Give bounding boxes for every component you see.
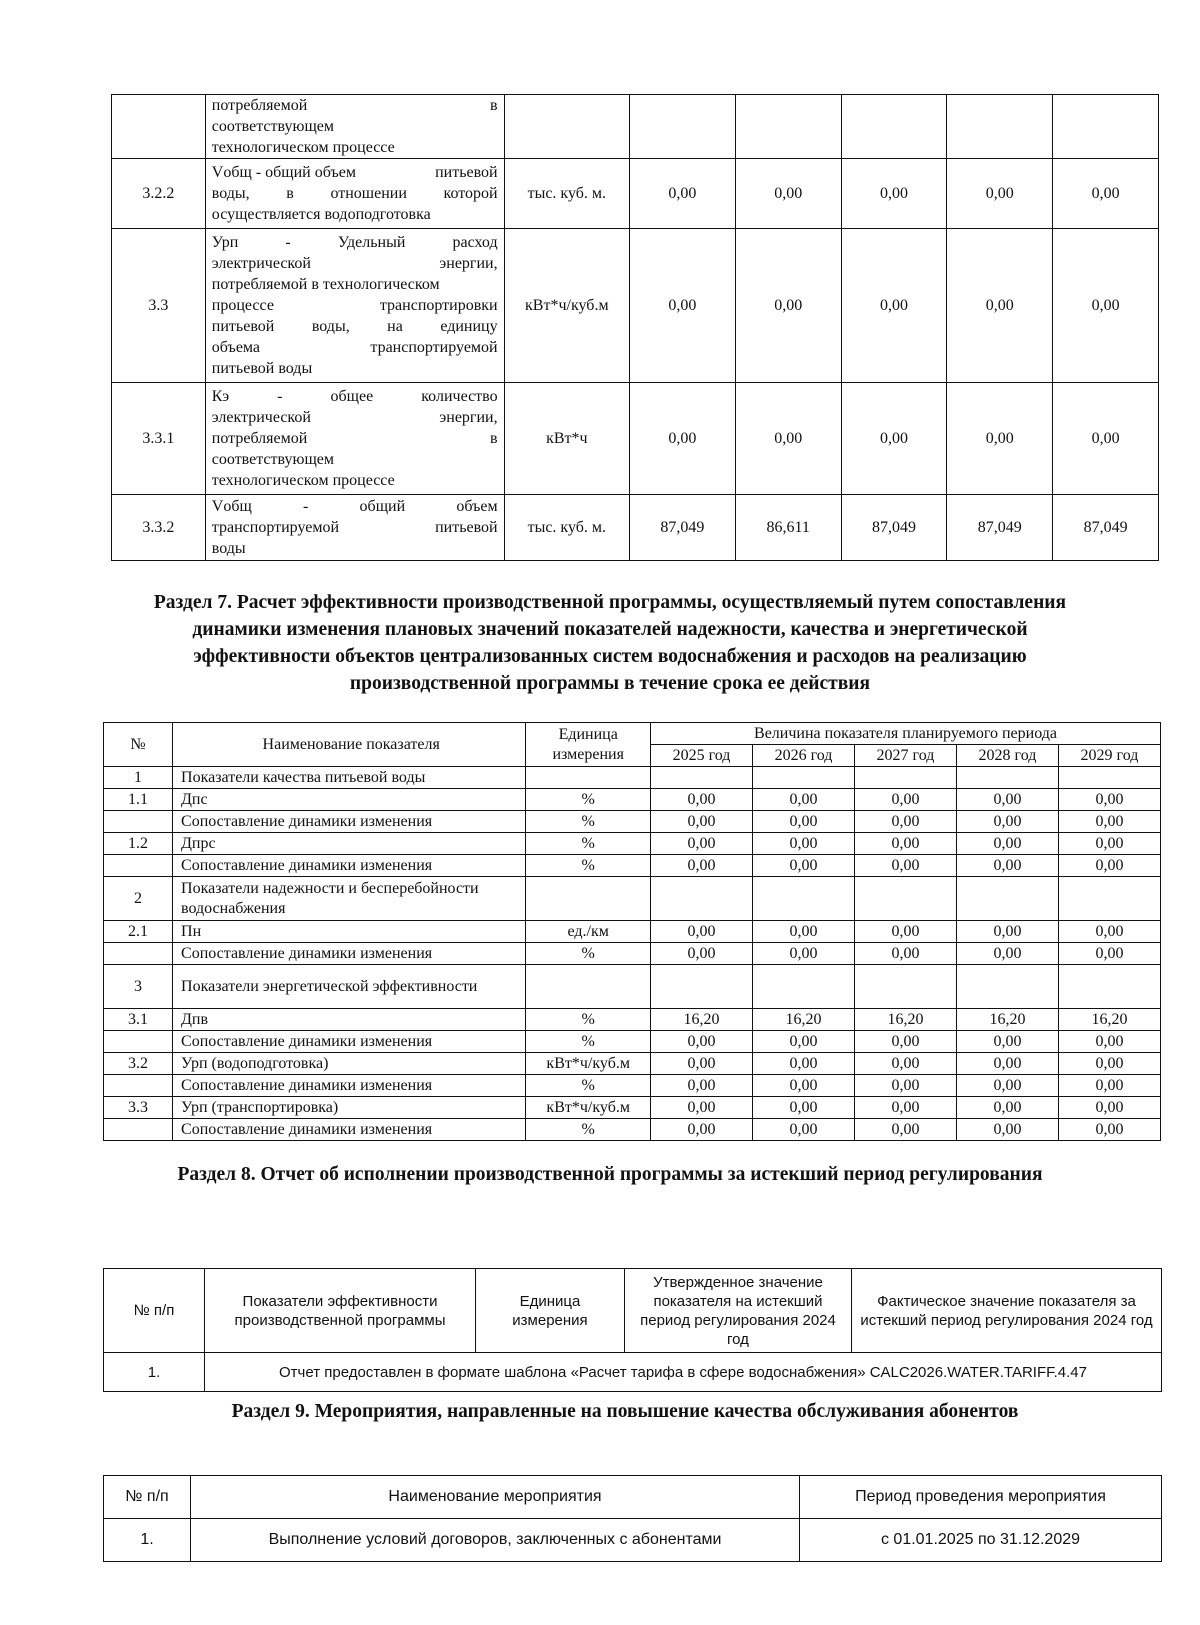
unit: кВт*ч/куб.м xyxy=(526,1053,651,1075)
value-2026 xyxy=(753,877,855,921)
unit xyxy=(526,767,651,789)
table-row xyxy=(104,1097,1161,1119)
energy-efficiency-table-continued xyxy=(111,94,1159,561)
table-row xyxy=(104,1053,1161,1075)
value-2026 xyxy=(753,965,855,1009)
value-2027: 0,00 xyxy=(854,1097,956,1119)
value-2027: 0,00 xyxy=(854,855,956,877)
value-2026: 16,20 xyxy=(753,1009,855,1031)
table-body xyxy=(104,767,1161,1141)
header-number: № xyxy=(104,723,173,767)
value-2026 xyxy=(735,95,841,159)
header-period: Величина показателя планируемого периода xyxy=(651,723,1161,745)
indicator-name: Сопоставление динамики изменения xyxy=(173,1031,526,1053)
indicator-name: Показатели энергетической эффективности xyxy=(173,965,526,1009)
table-row xyxy=(104,767,1161,789)
value-2029: 0,00 xyxy=(1058,1075,1160,1097)
table-row xyxy=(104,877,1161,921)
value-2029: 0,00 xyxy=(1058,943,1160,965)
header-year-2028: 2028 год xyxy=(956,745,1058,767)
row-number: 3.3 xyxy=(112,229,206,383)
efficiency-calculation-table xyxy=(103,722,1161,1141)
value-2026: 0,00 xyxy=(753,1053,855,1075)
value-2025: 87,049 xyxy=(630,495,736,561)
unit: % xyxy=(526,1119,651,1141)
value-2029: 0,00 xyxy=(1053,159,1159,229)
value-2029: 0,00 xyxy=(1058,811,1160,833)
table-row xyxy=(104,811,1161,833)
table-row xyxy=(104,789,1161,811)
table-row xyxy=(104,1519,1162,1562)
value-2027: 0,00 xyxy=(854,1031,956,1053)
row-number xyxy=(104,855,173,877)
row-number: 3.3.1 xyxy=(112,383,206,495)
value-2028: 87,049 xyxy=(947,495,1053,561)
value-2025 xyxy=(630,95,736,159)
value-2025 xyxy=(651,965,753,1009)
value-2029: 0,00 xyxy=(1058,1053,1160,1075)
unit: % xyxy=(526,833,651,855)
header-year-2025: 2025 год xyxy=(651,745,753,767)
indicator-name: Дпрс xyxy=(173,833,526,855)
value-2028 xyxy=(956,877,1058,921)
section-7-title: Раздел 7. Расчет эффективности производственной программы, осуществляемый путем сопоставления динамики изменения плановых значений показателей надежности, качества и энергетической эффективности объектов централизованных систем водоснабжения и расходов на реализацию производственной программы в течение срока ее действия xyxy=(153,592,1067,694)
value-2026: 0,00 xyxy=(753,943,855,965)
value-2025: 0,00 xyxy=(651,1053,753,1075)
value-2025: 0,00 xyxy=(651,1075,753,1097)
value-2025: 0,00 xyxy=(651,943,753,965)
value-2028: 0,00 xyxy=(956,789,1058,811)
indicator-name: Сопоставление динамики изменения xyxy=(173,1119,526,1141)
value-2027 xyxy=(841,95,947,159)
value-2025: 0,00 xyxy=(651,855,753,877)
unit: % xyxy=(526,789,651,811)
table-row xyxy=(104,1353,1162,1392)
value-2028: 0,00 xyxy=(956,1097,1058,1119)
value-2028: 0,00 xyxy=(947,229,1053,383)
value-2027 xyxy=(854,877,956,921)
value-2025: 0,00 xyxy=(630,229,736,383)
indicator-name: потребляемой в соответствующем технологическом процессе xyxy=(205,95,504,159)
value-2027: 0,00 xyxy=(841,229,947,383)
value-2028: 0,00 xyxy=(956,1075,1058,1097)
value-2028 xyxy=(947,95,1053,159)
indicator-name: Vобщ - общий объем питьевой воды, в отношении которой осуществляется водоподготовка xyxy=(205,159,504,229)
row-number: 1.2 xyxy=(104,833,173,855)
value-2026: 0,00 xyxy=(753,1097,855,1119)
section-8-title: Раздел 8. Отчет об исполнении производственной программы за истекший период регулирования xyxy=(177,1164,1043,1185)
table-row xyxy=(104,1075,1161,1097)
value-2029: 0,00 xyxy=(1058,789,1160,811)
indicator-name: Показатели надежности и бесперебойности водоснабжения xyxy=(173,877,526,921)
table-row xyxy=(104,965,1161,1009)
value-2026: 0,00 xyxy=(753,1075,855,1097)
value-2027: 0,00 xyxy=(854,921,956,943)
value-2027: 0,00 xyxy=(854,1053,956,1075)
value-2027 xyxy=(854,767,956,789)
value-2025: 0,00 xyxy=(651,1031,753,1053)
unit: кВт*ч/куб.м xyxy=(504,229,629,383)
value-2028: 0,00 xyxy=(947,383,1053,495)
measure-period: с 01.01.2025 по 31.12.2029 xyxy=(800,1519,1162,1562)
indicator-name: Дпс xyxy=(173,789,526,811)
header-measure-name: Наименование мероприятия xyxy=(191,1476,800,1519)
header-unit: Единица измерения xyxy=(526,723,651,767)
row-number xyxy=(104,1075,173,1097)
row-number: 1 xyxy=(104,767,173,789)
table-row xyxy=(104,833,1161,855)
unit: ед./км xyxy=(526,921,651,943)
value-2029: 0,00 xyxy=(1058,855,1160,877)
value-2026: 0,00 xyxy=(753,921,855,943)
row-number: 1. xyxy=(104,1519,191,1562)
value-2027: 16,20 xyxy=(854,1009,956,1031)
value-2025: 0,00 xyxy=(651,1119,753,1141)
value-2028: 0,00 xyxy=(956,855,1058,877)
value-2028: 0,00 xyxy=(956,1031,1058,1053)
table-row xyxy=(112,159,1159,229)
header-number: № п/п xyxy=(104,1476,191,1519)
unit: % xyxy=(526,855,651,877)
value-2027: 0,00 xyxy=(841,383,947,495)
header-name: Наименование показателя xyxy=(173,723,526,767)
value-2028: 0,00 xyxy=(956,943,1058,965)
indicator-name: Сопоставление динамики изменения xyxy=(173,855,526,877)
row-number: 1. xyxy=(104,1353,205,1392)
customer-service-measures-table xyxy=(103,1475,1162,1562)
unit: % xyxy=(526,1031,651,1053)
value-2027: 0,00 xyxy=(854,1075,956,1097)
unit: % xyxy=(526,1009,651,1031)
value-2025: 0,00 xyxy=(630,383,736,495)
value-2029 xyxy=(1053,95,1159,159)
value-2028: 16,20 xyxy=(956,1009,1058,1031)
row-number: 3.2 xyxy=(104,1053,173,1075)
header-year-2026: 2026 год xyxy=(753,745,855,767)
row-number xyxy=(104,811,173,833)
table-row xyxy=(112,229,1159,383)
value-2025: 0,00 xyxy=(651,921,753,943)
header-indicators: Показатели эффективности производственной программы xyxy=(205,1269,476,1353)
value-2026: 0,00 xyxy=(753,855,855,877)
value-2029 xyxy=(1058,877,1160,921)
value-2029: 16,20 xyxy=(1058,1009,1160,1031)
section-9-title: Раздел 9. Мероприятия, направленные на повышение качества обслуживания абонентов xyxy=(231,1401,1019,1422)
row-number: 3.3 xyxy=(104,1097,173,1119)
unit xyxy=(504,95,629,159)
unit: кВт*ч xyxy=(504,383,629,495)
value-2028 xyxy=(956,767,1058,789)
value-2025 xyxy=(651,877,753,921)
table-row xyxy=(112,495,1159,561)
unit xyxy=(526,877,651,921)
row-number: 1.1 xyxy=(104,789,173,811)
indicator-name: Показатели качества питьевой воды xyxy=(173,767,526,789)
value-2027 xyxy=(854,965,956,1009)
table-row xyxy=(104,1031,1161,1053)
header-row xyxy=(104,1476,1162,1519)
value-2026: 0,00 xyxy=(753,1119,855,1141)
unit: % xyxy=(526,811,651,833)
table-row xyxy=(104,1119,1161,1141)
value-2027: 0,00 xyxy=(854,811,956,833)
value-2025: 16,20 xyxy=(651,1009,753,1031)
indicator-name: Vобщ - общий объем транспортируемой питьевой воды xyxy=(205,495,504,561)
value-2029: 0,00 xyxy=(1058,833,1160,855)
header-unit: Единица измерения xyxy=(476,1269,625,1353)
value-2029 xyxy=(1058,767,1160,789)
value-2029: 0,00 xyxy=(1058,1031,1160,1053)
unit: кВт*ч/куб.м xyxy=(526,1097,651,1119)
value-2026: 86,611 xyxy=(735,495,841,561)
indicator-name: Дпв xyxy=(173,1009,526,1031)
value-2026: 0,00 xyxy=(735,383,841,495)
unit: % xyxy=(526,1075,651,1097)
unit xyxy=(526,965,651,1009)
row-number: 2.1 xyxy=(104,921,173,943)
value-2029: 0,00 xyxy=(1053,383,1159,495)
header-period: Период проведения мероприятия xyxy=(800,1476,1162,1519)
value-2028: 0,00 xyxy=(956,833,1058,855)
row-number: 3.3.2 xyxy=(112,495,206,561)
value-2028: 0,00 xyxy=(956,1119,1058,1141)
value-2027: 87,049 xyxy=(841,495,947,561)
value-2025: 0,00 xyxy=(651,811,753,833)
value-2025 xyxy=(651,767,753,789)
indicator-name: Урп (транспортировка) xyxy=(173,1097,526,1119)
value-2025: 0,00 xyxy=(651,1097,753,1119)
execution-report-table xyxy=(103,1268,1162,1392)
measure-name: Выполнение условий договоров, заключенных с абонентами xyxy=(191,1519,800,1562)
value-2027: 0,00 xyxy=(854,833,956,855)
value-2028: 0,00 xyxy=(947,159,1053,229)
value-2026: 0,00 xyxy=(735,159,841,229)
value-2029: 0,00 xyxy=(1058,1119,1160,1141)
value-2029: 0,00 xyxy=(1058,1097,1160,1119)
header-row xyxy=(104,1269,1162,1353)
value-2027: 0,00 xyxy=(854,1119,956,1141)
header-number: № п/п xyxy=(104,1269,205,1353)
indicator-name: Урп (водоподготовка) xyxy=(173,1053,526,1075)
value-2026 xyxy=(753,767,855,789)
value-2029: 0,00 xyxy=(1053,229,1159,383)
indicator-name: Кэ - общее количество электрической энергии, потребляемой в соответствующем технологическом процессе xyxy=(205,383,504,495)
table-row xyxy=(112,95,1159,159)
value-2026: 0,00 xyxy=(753,811,855,833)
row-number xyxy=(112,95,206,159)
value-2028: 0,00 xyxy=(956,811,1058,833)
value-2028: 0,00 xyxy=(956,1053,1058,1075)
value-2029: 87,049 xyxy=(1053,495,1159,561)
value-2026: 0,00 xyxy=(753,1031,855,1053)
report-note: Отчет предоставлен в формате шаблона «Расчет тарифа в сфере водоснабжения» CALC2026.WATER.TARIFF.4.47 xyxy=(205,1353,1162,1392)
value-2027: 0,00 xyxy=(854,943,956,965)
row-number: 3 xyxy=(104,965,173,1009)
value-2029 xyxy=(1058,965,1160,1009)
value-2025: 0,00 xyxy=(651,789,753,811)
row-number xyxy=(104,1031,173,1053)
indicator-name: Сопоставление динамики изменения xyxy=(173,811,526,833)
indicator-name: Сопоставление динамики изменения xyxy=(173,943,526,965)
indicator-name: Сопоставление динамики изменения xyxy=(173,1075,526,1097)
row-number: 3.1 xyxy=(104,1009,173,1031)
row-number xyxy=(104,1119,173,1141)
value-2028: 0,00 xyxy=(956,921,1058,943)
unit: тыс. куб. м. xyxy=(504,495,629,561)
value-2026: 0,00 xyxy=(735,229,841,383)
header-actual: Фактическое значение показателя за истекший период регулирования 2024 год xyxy=(852,1269,1162,1353)
row-number xyxy=(104,943,173,965)
table-row xyxy=(104,921,1161,943)
value-2026: 0,00 xyxy=(753,833,855,855)
value-2025: 0,00 xyxy=(630,159,736,229)
header-year-2027: 2027 год xyxy=(854,745,956,767)
table-row xyxy=(104,855,1161,877)
unit: тыс. куб. м. xyxy=(504,159,629,229)
header-approved: Утвержденное значение показателя на истекший период регулирования 2024 год xyxy=(625,1269,852,1353)
table-row xyxy=(104,1009,1161,1031)
row-number: 3.2.2 xyxy=(112,159,206,229)
value-2027: 0,00 xyxy=(854,789,956,811)
value-2025: 0,00 xyxy=(651,833,753,855)
row-number: 2 xyxy=(104,877,173,921)
value-2028 xyxy=(956,965,1058,1009)
table-row xyxy=(112,383,1159,495)
header-row xyxy=(104,723,1161,745)
value-2026: 0,00 xyxy=(753,789,855,811)
value-2029: 0,00 xyxy=(1058,921,1160,943)
table-row xyxy=(104,943,1161,965)
indicator-name: Урп - Удельный расход электрической энергии, потребляемой в технологическом процессе транспортировки питьевой воды, на единицу объема транспортируемой питьевой воды xyxy=(205,229,504,383)
value-2027: 0,00 xyxy=(841,159,947,229)
header-year-2029: 2029 год xyxy=(1058,745,1160,767)
unit: % xyxy=(526,943,651,965)
indicator-name: Пн xyxy=(173,921,526,943)
